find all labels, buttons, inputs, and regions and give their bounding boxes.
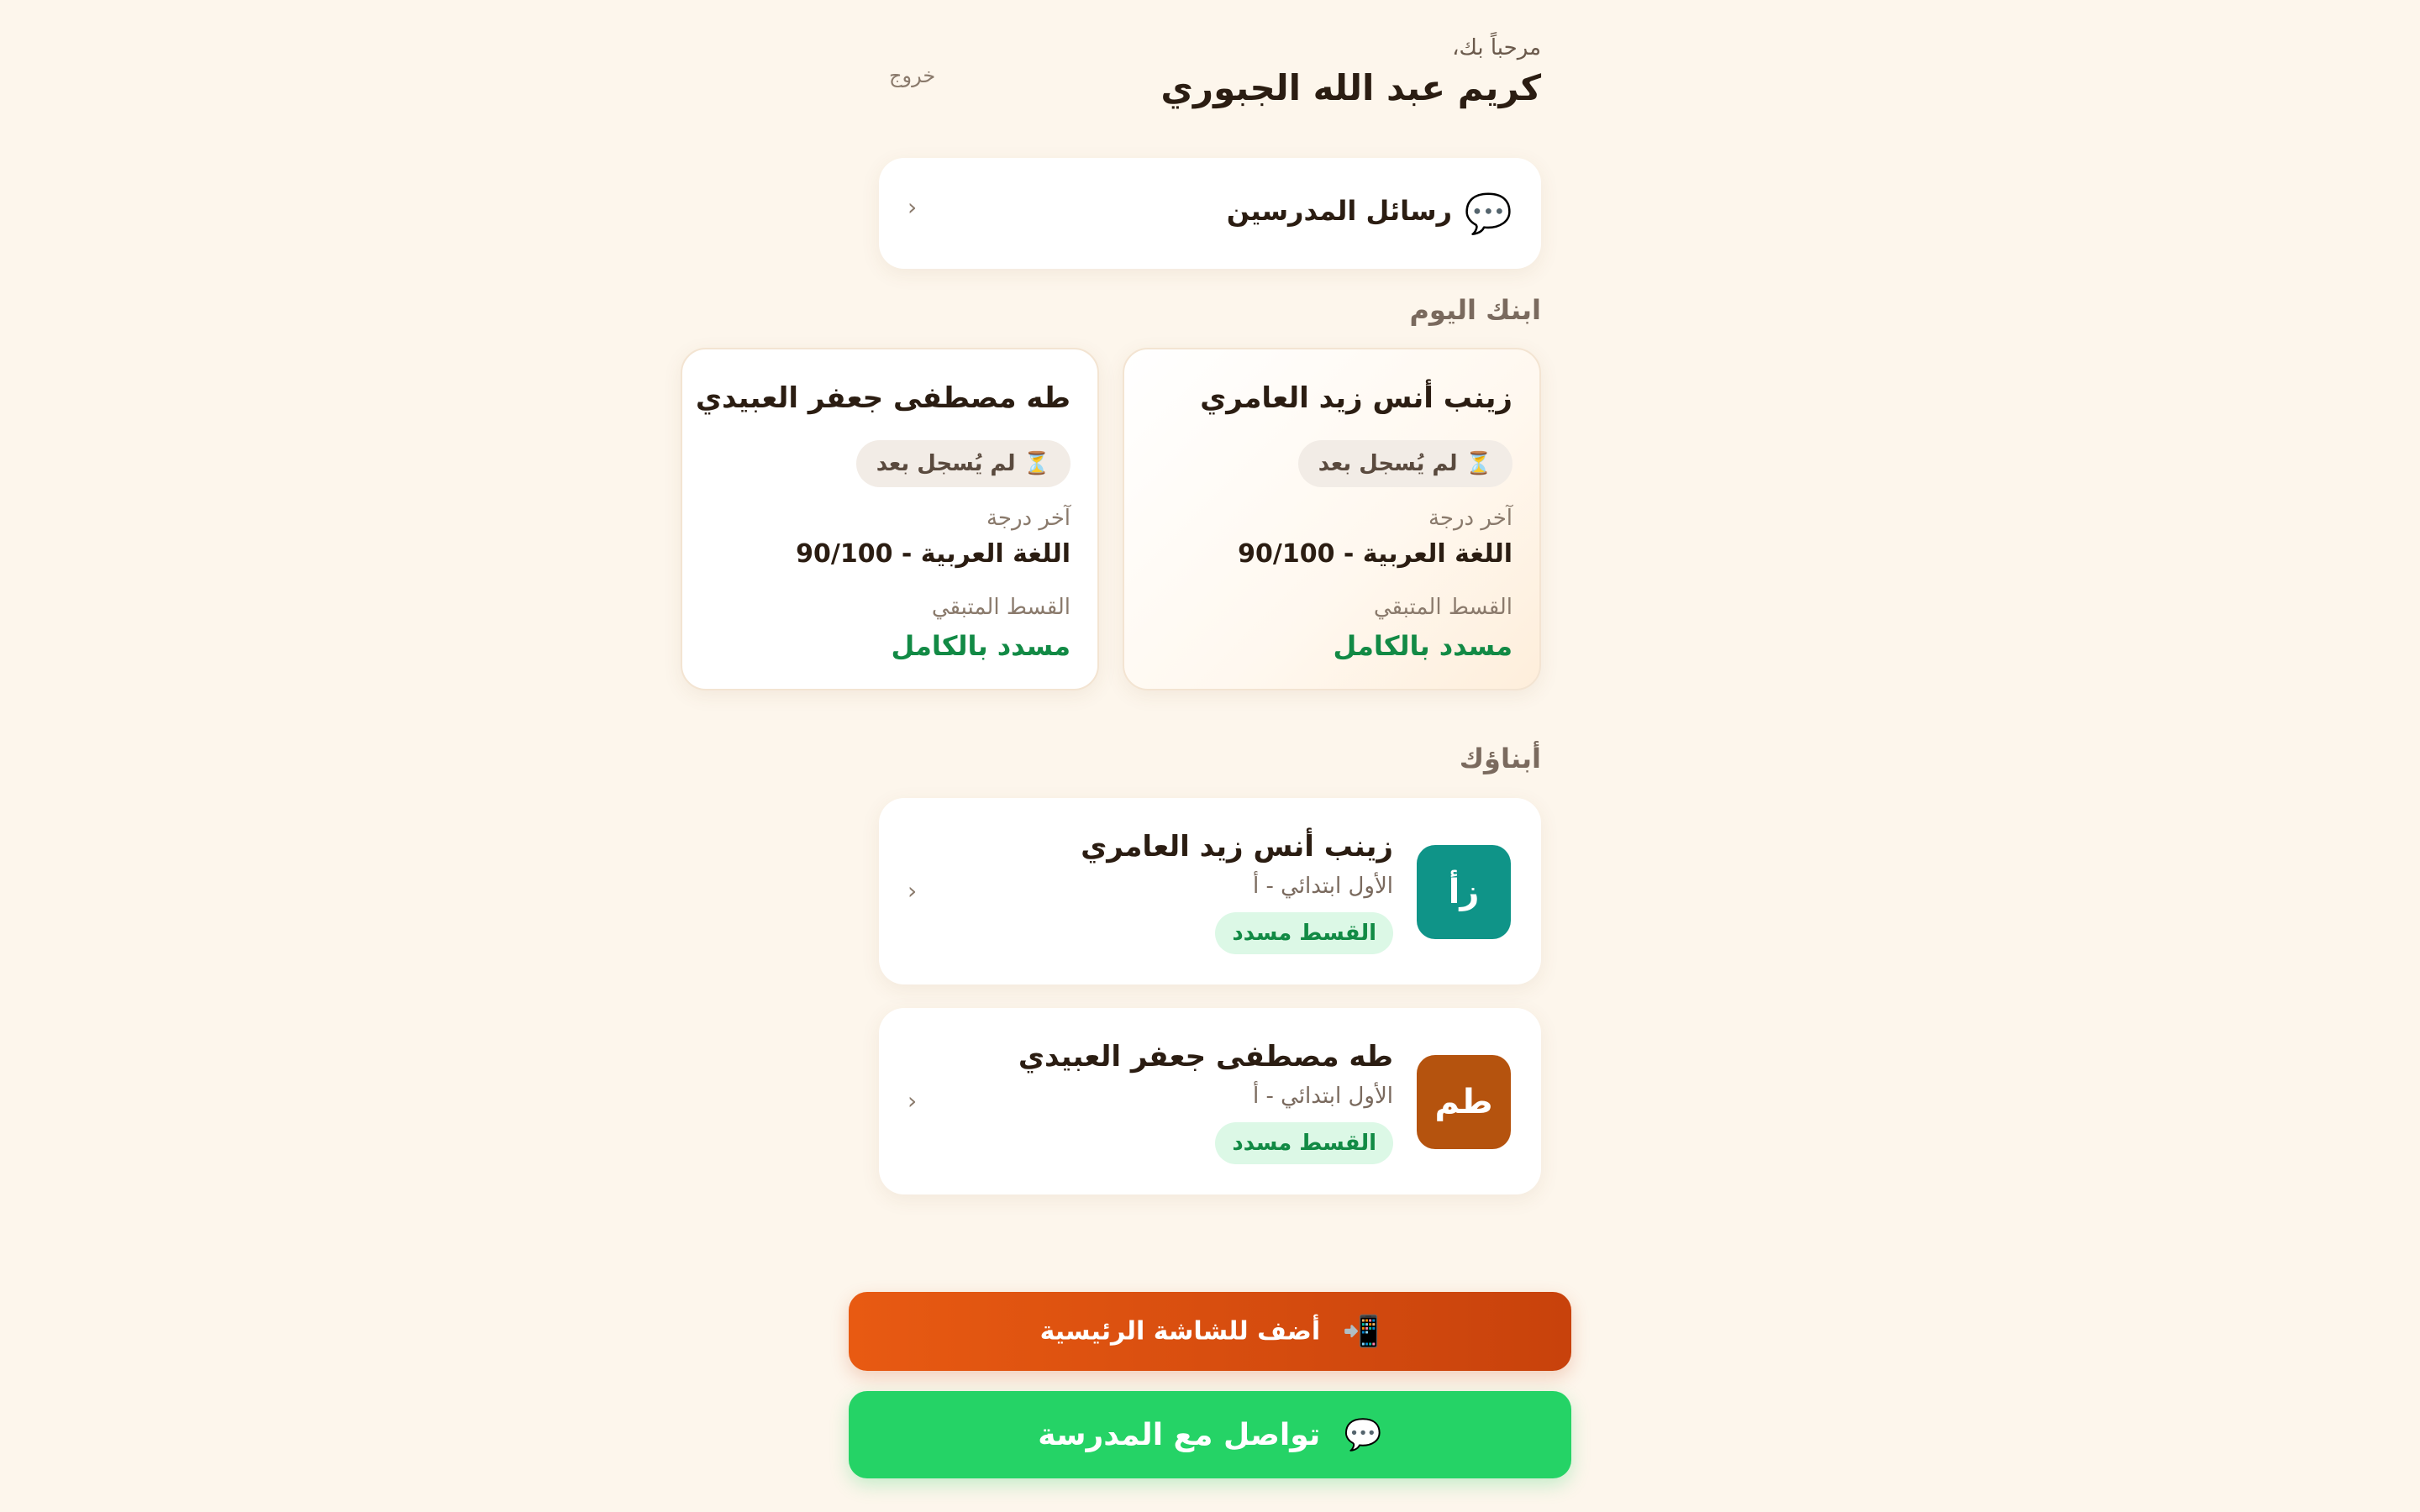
user-name: كريم عبد الله الجبوري [1160, 67, 1541, 108]
today-section-title: ابنك اليوم [1409, 294, 1541, 326]
logout-link[interactable]: خروج [889, 64, 936, 87]
last-grade-label: آخر درجة [1428, 506, 1512, 531]
child-card[interactable] [879, 798, 1541, 984]
installment-label: القسط المتبقي [931, 595, 1071, 620]
parent-dashboard [695, 0, 1541, 1512]
today-card-student-name: زينب أنس زيد العامري [1200, 381, 1512, 415]
last-grade-value: اللغة العربية - 90/100 [796, 539, 1071, 569]
payment-status-badge: القسط مسدد [1215, 912, 1393, 954]
greeting-text: مرحباً بك، [1452, 35, 1541, 60]
installment-value: مسدد بالكامل [1333, 630, 1512, 662]
chevron-left-icon: ‹ [908, 193, 918, 221]
chevron-left-icon: ‹ [908, 1087, 918, 1115]
add-to-home-screen-label: أضف للشاشة الرئيسية [1039, 1316, 1321, 1347]
chevron-left-icon: ‹ [908, 877, 918, 905]
installment-label: القسط المتبقي [1373, 595, 1512, 620]
teacher-messages-label: رسائل المدرسين [1226, 195, 1452, 227]
avatar: زأ [1417, 845, 1511, 939]
avatar: طم [1417, 1055, 1511, 1149]
child-class: الأول ابتدائي - أ [1253, 1084, 1393, 1109]
contact-school-label: تواصل مع المدرسة [1038, 1418, 1321, 1452]
last-grade-label: آخر درجة [986, 506, 1071, 531]
teacher-messages-card[interactable] [879, 158, 1541, 269]
last-grade-value: اللغة العربية - 90/100 [1238, 539, 1512, 569]
today-card[interactable] [1123, 348, 1541, 690]
today-cards-carousel[interactable] [695, 344, 1541, 702]
child-name: طه مصطفى جعفر العبيدي [1018, 1040, 1393, 1074]
child-class: الأول ابتدائي - أ [1253, 874, 1393, 899]
today-card-student-name: طه مصطفى جعفر العبيدي [695, 381, 1071, 415]
contact-school-button[interactable] [849, 1391, 1571, 1478]
child-name: زينب أنس زيد العامري [1081, 830, 1393, 864]
payment-status-badge: القسط مسدد [1215, 1122, 1393, 1164]
header [879, 30, 1541, 123]
speech-bubble-icon: 💬 [1464, 191, 1512, 236]
mobile-install-icon: 📲 [1342, 1314, 1381, 1349]
children-section-title: أبناؤك [1459, 743, 1541, 774]
today-card[interactable] [681, 348, 1099, 690]
installment-value: مسدد بالكامل [891, 630, 1071, 662]
child-card[interactable] [879, 1008, 1541, 1194]
attendance-status-badge: ⏳ لم يُسجل بعد [856, 440, 1071, 487]
add-to-home-screen-button[interactable] [849, 1292, 1571, 1371]
speech-bubble-icon: 💬 [1344, 1418, 1382, 1452]
attendance-status-badge: ⏳ لم يُسجل بعد [1298, 440, 1512, 487]
